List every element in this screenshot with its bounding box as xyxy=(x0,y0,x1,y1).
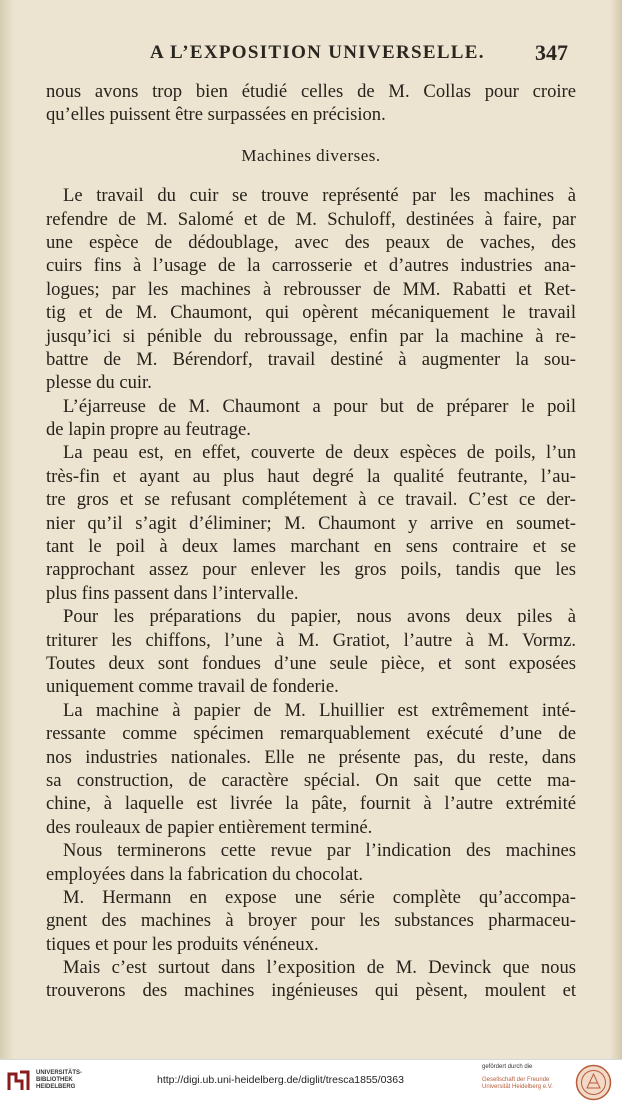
text-line: L’éjarreuse de M. Chaumont a pour but de préparer le poil xyxy=(63,395,576,417)
text-line: cuirs fins à l’usage de la carrosserie et d’autres industries ana- xyxy=(46,255,576,277)
text-line: rapprochant assez pour enlever les gros poils, tandis que les xyxy=(46,559,576,581)
text-line: Toutes deux sont fondues d’une seule pièce, et sont exposées xyxy=(46,653,576,674)
text-line: de lapin propre au feutrage. xyxy=(46,419,251,441)
body-text xyxy=(46,80,576,1003)
section-title: Machines diverses. xyxy=(241,145,381,165)
text-line: tre gros et se refusant complétement à ce travail. C’est ce der- xyxy=(46,489,576,511)
text-line: nous avons trop bien étudié celles de M. Collas pour croire xyxy=(46,81,576,102)
text-line: La machine à papier de M. Lhuillier est extrêmement inté- xyxy=(63,699,576,721)
funder-name-line: Universität Heidelberg e.V. xyxy=(482,1084,553,1090)
text-line: triturer les chiffons, l’une à M. Gratiot, l’autre à M. Vormz. xyxy=(46,629,576,651)
text-line: Nous terminerons cette revue par l’indication des machines xyxy=(63,840,576,862)
library-name xyxy=(36,1070,82,1091)
viewer-footer xyxy=(0,1059,622,1105)
text-line: chine, à laquelle est livrée la pâte, fournit à l’autre extrémité xyxy=(46,793,576,815)
page-header xyxy=(0,40,622,70)
university-seal-icon xyxy=(575,1064,612,1101)
text-line: une espèce de dédoublage, avec des peaux de vaches, des xyxy=(46,231,576,253)
text-line: très-fin et ayant au plus haut degré la qualité feutrante, l’au- xyxy=(46,465,576,487)
text-line: Pour les préparations du papier, nous avons deux piles à xyxy=(63,606,576,628)
text-line: gnent des machines à broyer pour les substances pharmaceu- xyxy=(46,910,576,932)
text-line: plus fins passent dans l’intervalle. xyxy=(46,582,299,604)
library-name-line: UNIVERSITÄTS- xyxy=(36,1070,83,1076)
university-library-logo-icon xyxy=(6,1068,32,1094)
text-line: trouverons des machines ingénieuses qui pèsent, moulent et xyxy=(46,980,576,1002)
funded-by-label: gefördert durch die xyxy=(482,1064,533,1070)
text-line: Le travail du cuir se trouve représenté par les machines à xyxy=(63,185,576,207)
running-title: A L’EXPOSITION UNIVERSELLE. xyxy=(150,42,485,63)
text-line: refendre de M. Salomé et de M. Schuloff, destinées à faire, par xyxy=(46,208,576,230)
text-line: nier qu’il s’agit d’éliminer; M. Chaumont y arrive en soumet- xyxy=(46,512,576,534)
text-line: jusqu’ici si pénible du rebroussage, enfin par la machine à re- xyxy=(46,325,576,347)
text-line: employées dans la fabrication du chocolat. xyxy=(46,863,364,885)
library-name-line: HEIDELBERG xyxy=(36,1084,76,1090)
text-line: M. Hermann en expose une série complète qu’accompa- xyxy=(63,886,576,908)
funder-name-line: Gesellschaft der Freunde xyxy=(482,1077,550,1083)
text-line: tig et de M. Chaumont, qui opèrent mécaniquement le travail xyxy=(46,302,576,324)
text-line: tiques et pour les produits vénéneux. xyxy=(46,933,319,955)
library-name-line: BIBLIOTHEK xyxy=(36,1077,73,1083)
text-line: nos industries nationales. Elle ne présente pas, du reste, dans xyxy=(46,746,576,768)
permalink-url[interactable]: http://digi.ub.uni-heidelberg.de/diglit/tresca1855/0363 xyxy=(157,1074,404,1086)
text-line: battre de M. Bérendorf, travail destiné à augmenter la sou- xyxy=(46,348,576,370)
text-line: logues; par les machines à rebrousser de MM. Rabatti et Ret- xyxy=(46,278,576,300)
text-line: La peau est, en effet, couverte de deux espèces de poils, l’un xyxy=(63,442,576,464)
text-line: des rouleaux de papier entièrement terminé. xyxy=(46,816,373,838)
text-line: uniquement comme travail de fonderie. xyxy=(46,676,339,698)
text-line: qu’elles puissent être surpassées en précision. xyxy=(46,104,386,126)
text-line: plesse du cuir. xyxy=(46,372,152,394)
funder-name xyxy=(482,1077,553,1091)
text-line: sa construction, de caractère spécial. On sait que cette ma- xyxy=(46,769,576,791)
text-line: Mais c’est surtout dans l’exposition de M. Devinck que nous xyxy=(63,957,576,979)
text-line: ressante comme spécimen remarquablement exécuté d’une de xyxy=(46,723,576,745)
text-line: tant le poil à deux lames marchant en sens contraire et se xyxy=(46,536,576,558)
page-number: 347 xyxy=(535,40,568,65)
